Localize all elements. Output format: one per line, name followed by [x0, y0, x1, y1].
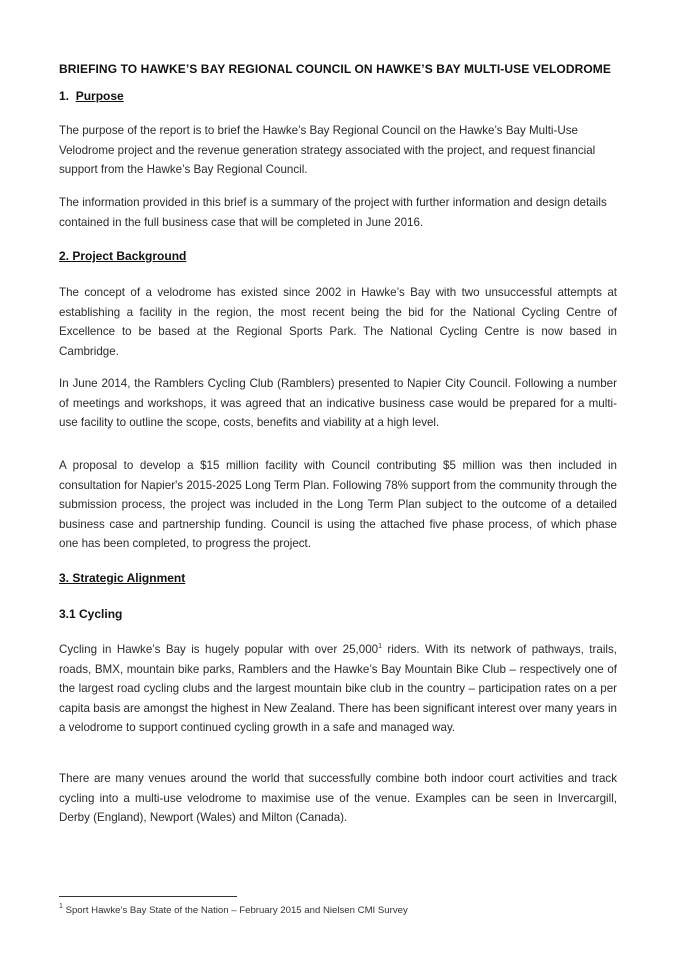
purpose-paragraph-1: The purpose of the report is to brief the Hawke’s Bay Regional Council on the Hawke’s Bay Multi-Use Velodrome project and the revenue generation strategy associated with the project, and request financial support from the Hawke’s Bay Regional Council. [59, 124, 596, 176]
purpose-number: 1. [59, 89, 70, 103]
background-heading [59, 249, 186, 263]
purpose-paragraph-2: The information provided in this brief is a summary of the project with further information and design details contained in the full business case that will be completed in June 2016. [59, 196, 607, 229]
document-title: BRIEFING TO HAWKE’S BAY REGIONAL COUNCIL ON HAWKE’S BAY MULTI-USE VELODROME [59, 62, 611, 76]
background-paragraph-1: The concept of a velodrome has existed since 2002 in Hawke’s Bay with two unsuccessful attempts at establishing a facility in the region, the most recent being the bid for the National Cycling Centre of Excellence to be based at the Regional Sports Park. The National Cycling Centre is now based in Cambridge. [59, 286, 617, 358]
cycling-paragraph-1 [59, 640, 617, 738]
strategic-heading [59, 571, 185, 585]
background-heading-text: 2. Project Background [59, 249, 187, 263]
footnote [59, 905, 619, 916]
footnote-divider [59, 896, 237, 897]
strategic-heading-text: 3. Strategic Alignment [59, 571, 186, 585]
cycling-paragraph-2: There are many venues around the world that successfully combine both indoor court activities and track cycling into a multi-use velodrome to maximise use of the venue. Examples can be seen in Invercargill, Derby (England), Newport (Wales) and Milton (Canada). [59, 772, 617, 824]
purpose-heading [59, 89, 124, 103]
footnote-reference: 1 [378, 643, 383, 650]
cycling-heading: 3.1 Cycling [59, 607, 123, 621]
background-paragraph-2: In June 2014, the Ramblers Cycling Club (Ramblers) presented to Napier City Council. Following a number of meetings and workshops, it was agreed that an indicative business case would be prepared for a multi-use facility to outline the scope, costs, benefits and viability at a high level. [59, 377, 617, 429]
cycling-paragraph-1-start: Cycling in Hawke’s Bay is hugely popular with over 25,000 [59, 643, 379, 656]
footnote-marker: 1 [59, 903, 63, 910]
background-paragraph-3: A proposal to develop a $15 million facility with Council contributing $5 million was then included in consultation for Napier's 2015-2025 Long Term Plan. Following 78% support from the community through the submission process, the project was included in the Long Term Plan subject to the outcome of a detailed business case and partnership funding. Council is using the attached five phase process, of which phase one has been completed, to progress the project. [59, 459, 617, 550]
purpose-heading-text: Purpose [75, 89, 124, 103]
footnote-text: Sport Hawke’s Bay State of the Nation – February 2015 and Nielsen CMI Survey [62, 905, 408, 916]
cycling-paragraph-1-end: riders. With its network of pathways, trails, roads, BMX, mountain bike parks, Ramblers and the Hawke’s Bay Mountain Bike Club – respectively one of the largest road cycling clubs and the largest mountain bike club in the country – participation rates on a per capita basis are amongst the highest in New Zealand. There has been significant interest over many years in a velodrome to support continued cycling growth in a safe and managed way. [59, 643, 617, 734]
